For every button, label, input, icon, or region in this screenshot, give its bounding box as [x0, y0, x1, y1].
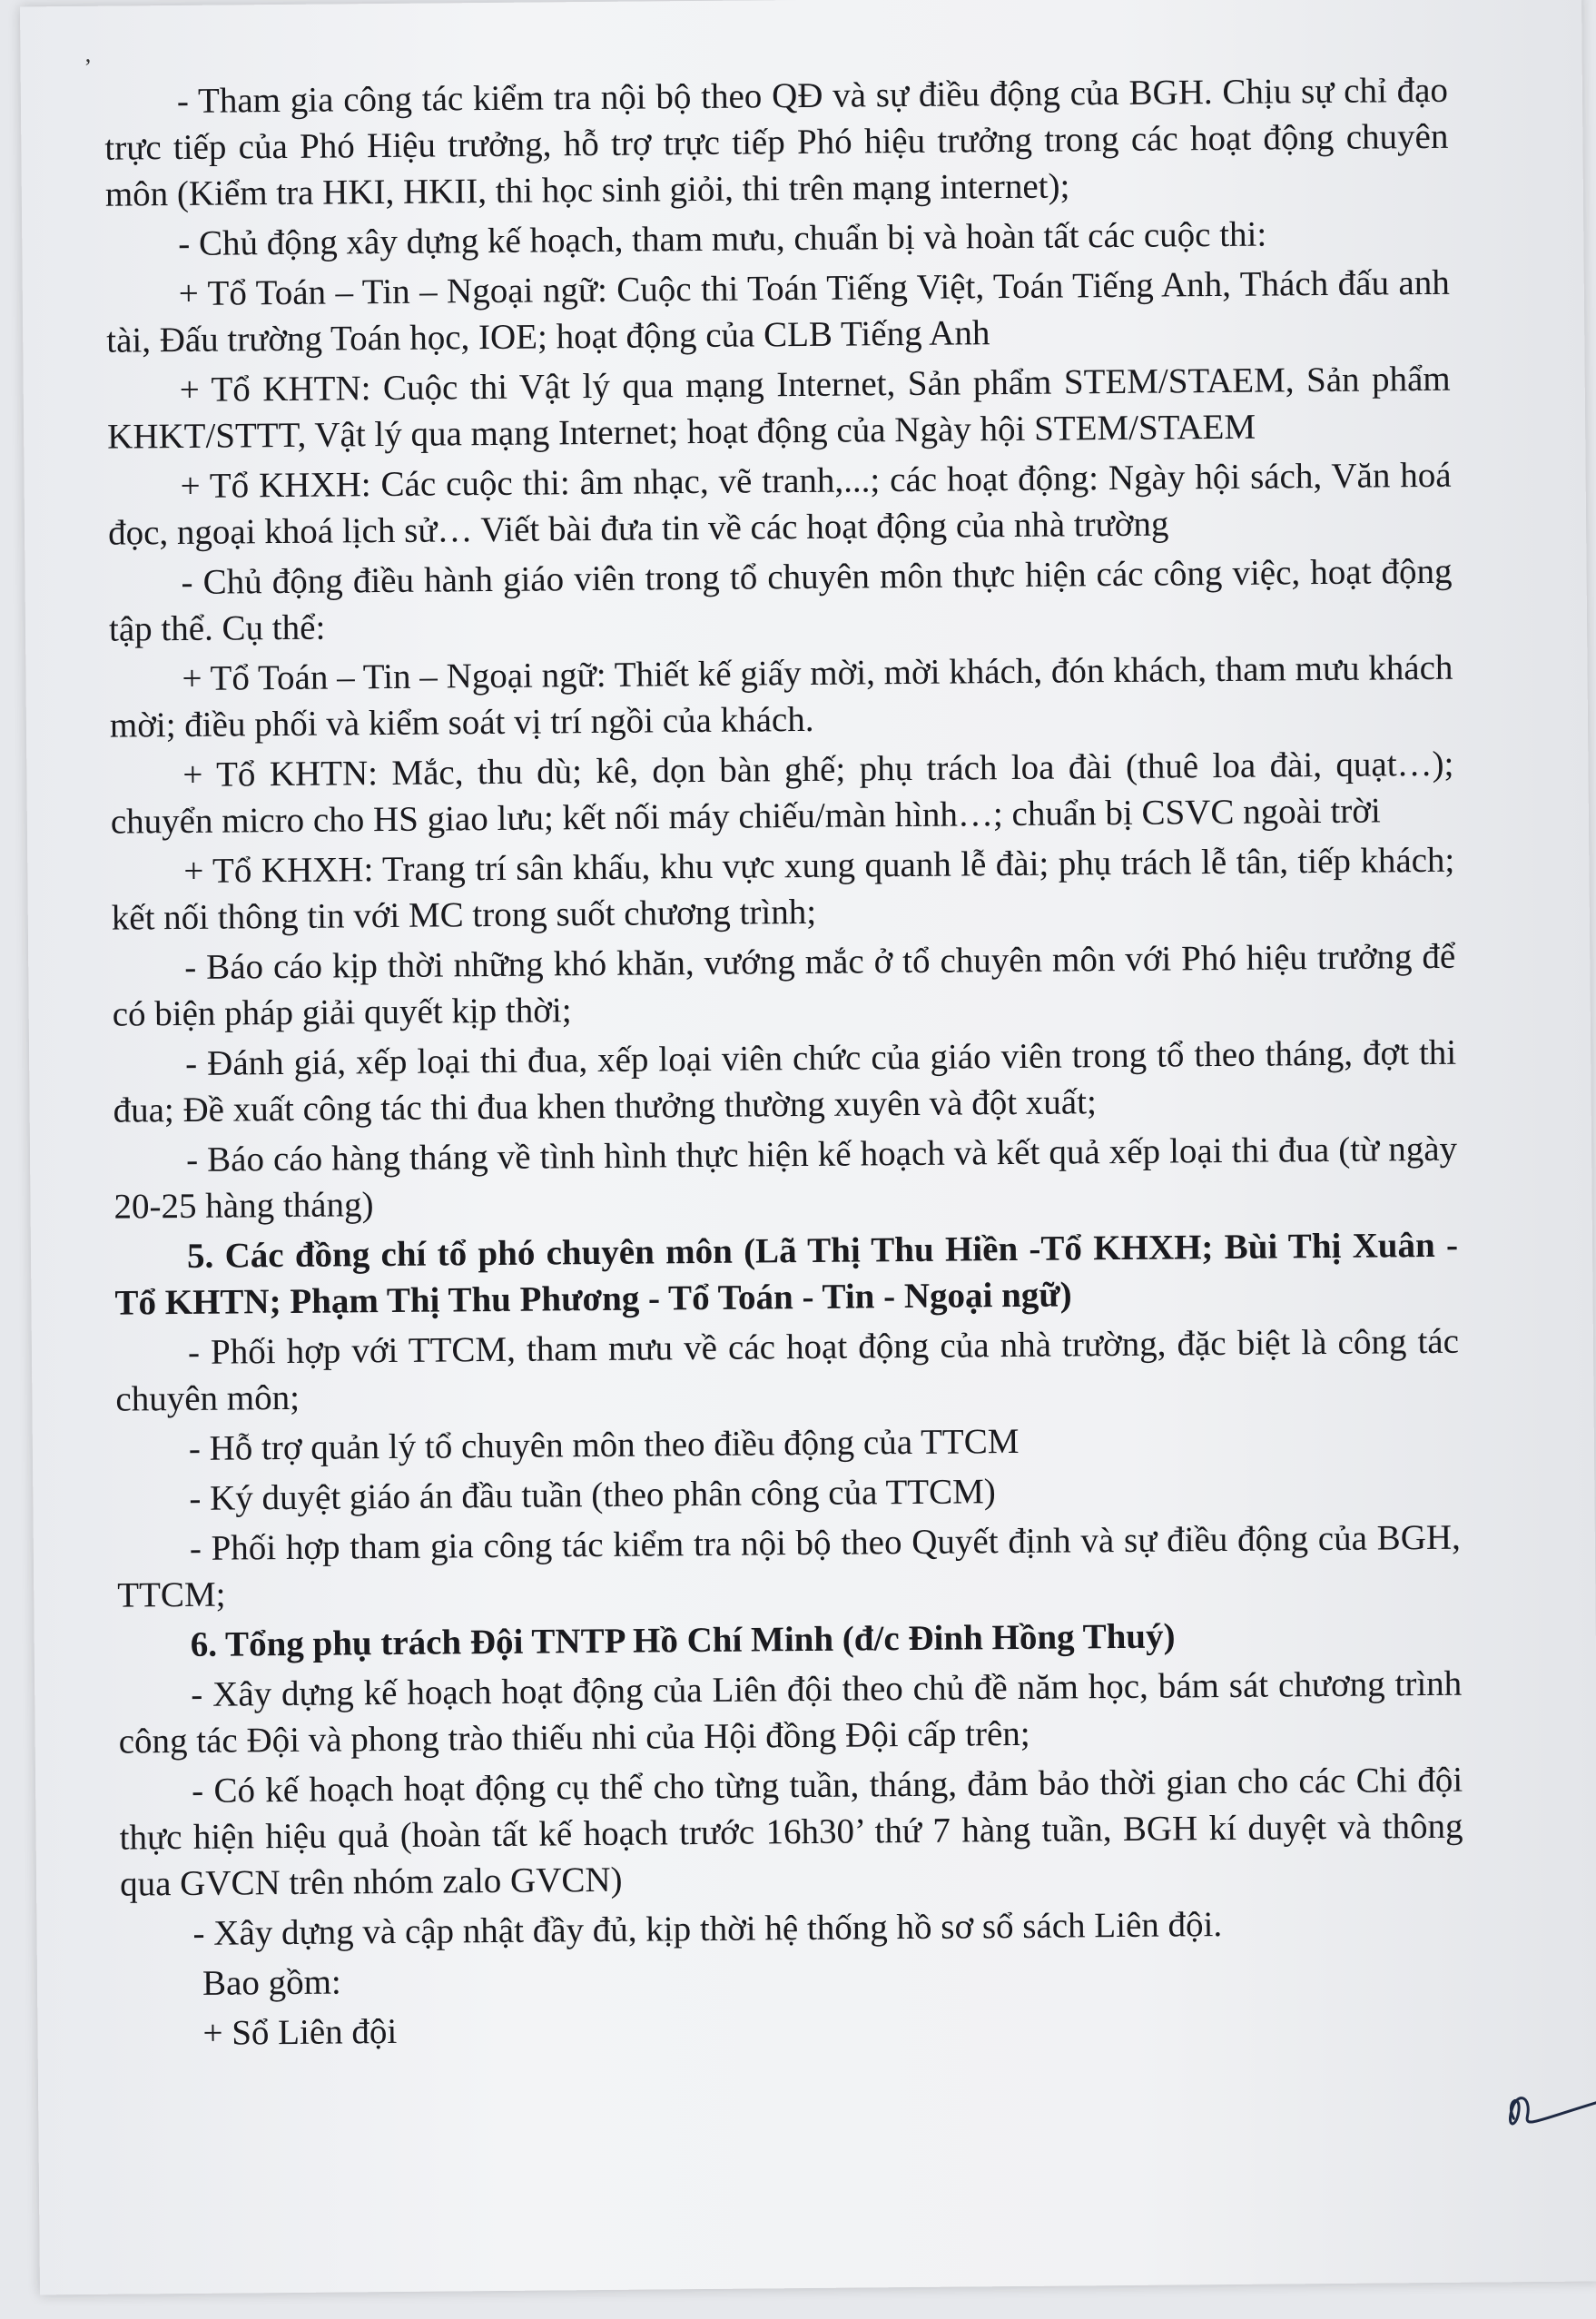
paragraph: - Chủ động điều hành giáo viên trong tổ chuyên môn thực hiện các công việc, hoạt động tập thể. Cụ thể:: [108, 551, 1453, 649]
paragraph: - Chủ động xây dựng kế hoạch, tham mưu, chuẩn bị và hoàn tất các cuộc thi:: [178, 214, 1267, 263]
initials-signature: [1495, 2063, 1596, 2146]
paragraph: - Tham gia công tác kiểm tra nội bộ theo QĐ và sự điều động của BGH. Chịu sự chỉ đạo trực tiếp của Phó Hiệu trưởng, hỗ trợ trực tiếp Phó hiệu trưởng trong các hoạt động chuyên môn (Kiểm tra HKI, HKII, thi học sinh giỏi, thi trên mạng internet);: [104, 70, 1449, 214]
paragraph: Bao gồm:: [202, 1962, 341, 2003]
paragraph: - Báo cáo kịp thời những khó khăn, vướng mắc ở tổ chuyên môn với Phó hiệu trưởng để có biện pháp giải quyết kịp thời;: [112, 936, 1456, 1034]
paragraph: + Tổ KHTN: Cuộc thi Vật lý qua mạng Internet, Sản phẩm STEM/STAEM, Sản phẩm KHKT/STTT, Vật lý qua mạng Internet; hoạt động của Ngày hội STEM/STAEM: [106, 359, 1451, 457]
paragraph: + Tổ Toán – Tin – Ngoại ngữ: Cuộc thi Toán Tiếng Việt, Toán Tiếng Anh, Thách đấu anh tài, Đấu trường Toán học, IOE; hoạt động của CLB Tiếng Anh: [106, 262, 1450, 360]
paragraph: - Phối hợp tham gia công tác kiểm tra nội bộ theo Quyết định và sự điều động của BGH, TTCM;: [117, 1517, 1461, 1615]
paragraph: - Báo cáo hàng tháng về tình hình thực hiện kế hoạch và kết quả xếp loại thi đua (từ ngày 20-25 hàng tháng): [113, 1129, 1458, 1227]
section-heading: 6. Tổng phụ trách Đội TNTP Hồ Chí Minh (đ/c Đinh Hồng Thuý): [190, 1616, 1176, 1664]
document-body: [104, 67, 1465, 2061]
ink-speck: ‚: [84, 40, 93, 67]
paragraph: + Tổ Toán – Tin – Ngoại ngữ: Thiết kế giấy mời, mời khách, đón khách, tham mưu khách mời; điều phối và kiểm soát vị trí ngồi của khách.: [109, 647, 1453, 745]
paragraph: + Tổ KHXH: Các cuộc thi: âm nhạc, vẽ tranh,...; các hoạt động: Ngày hội sách, Văn hoá đọc, ngoại khoá lịch sử… Viết bài đưa tin về các hoạt động của nhà trường: [107, 455, 1452, 553]
paragraph: - Xây dựng kế hoạch hoạt động của Liên đội theo chủ đề năm học, bám sát chương trình công tác Đội và phong trào thiếu nhi của Hội đồng Đội cấp trên;: [118, 1663, 1463, 1761]
paragraph: + Tổ KHTN: Mắc, thu dù; kê, dọn bàn ghế; phụ trách loa đài (thuê loa đài, quạt…); chuyển micro cho HS giao lưu; kết nối máy chiếu/màn hình…; chuẩn bị CSVC ngoài trời: [110, 744, 1454, 842]
paragraph: - Đánh giá, xếp loại thi đua, xếp loại viên chức của giáo viên trong tổ theo tháng, đợt thi đua; Đề xuất công tác thi đua khen thưởng thường xuyên và đột xuất;: [113, 1032, 1457, 1130]
paragraph: - Ký duyệt giáo án đầu tuần (theo phân công của TTCM): [189, 1472, 996, 1518]
paragraph: + Sổ Liên đội: [202, 2011, 398, 2053]
paragraph: - Hỗ trợ quản lý tổ chuyên môn theo điều động của TTCM: [188, 1421, 1020, 1468]
paper-sheet: [20, 0, 1596, 2294]
bleed-through-shadow: [79, 587, 88, 626]
paragraph: + Tổ KHXH: Trang trí sân khấu, khu vực xung quanh lễ đài; phụ trách lễ tân, tiếp khách; kết nối thông tin với MC trong suốt chương trình;: [111, 840, 1455, 938]
paragraph: - Phối hợp với TTCM, tham mưu về các hoạt động của nhà trường, đặc biệt là công tác chuyên môn;: [115, 1321, 1460, 1419]
section-heading: 5. Các đồng chí tổ phó chuyên môn (Lã Thị Thu Hiền -Tổ KHXH; Bùi Thị Xuân - Tổ KHTN; Phạm Thị Thu Phương - Tổ Toán - Tin - Ngoại ngữ): [114, 1225, 1459, 1323]
paragraph: - Có kế hoạch hoạt động cụ thể cho từng tuần, tháng, đảm bảo thời gian cho các Chi đội thực hiện hiệu quả (hoàn tất kế hoạch trước 16h30’ thứ 7 hàng tuần, BGH kí duyệt và thông qua GVCN trên nhóm zalo GVCN): [119, 1760, 1463, 1904]
paragraph: - Xây dựng và cập nhật đầy đủ, kịp thời hệ thống hồ sơ sổ sách Liên đội.: [192, 1905, 1223, 1953]
